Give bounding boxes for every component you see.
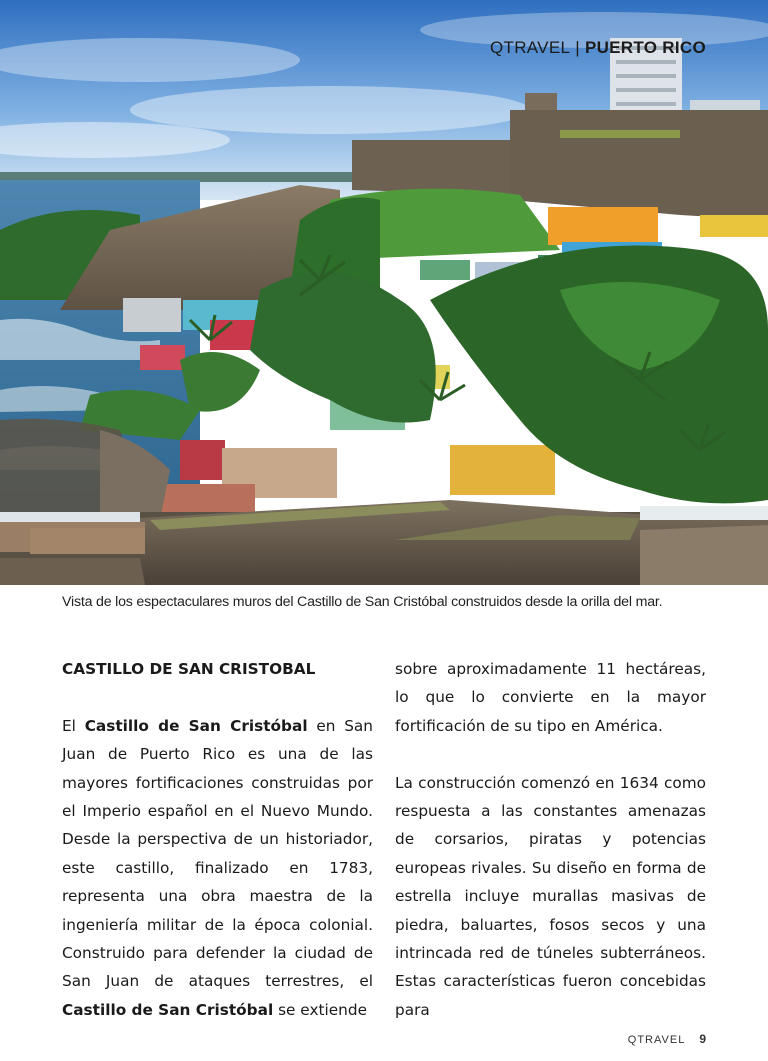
photo-caption: Vista de los espectaculares muros del Castillo de San Cristóbal construidos desde la orilla del mar. [62,594,663,610]
text-run: El [62,716,85,735]
article-column-left [62,655,373,1024]
brand-name: QTRAVEL [490,38,571,57]
article-paragraph-2: La construcción comenzó en 1634 como respuesta a las constantes amenazas de corsarios, piratas y potencias europeas rivales. Su diseño en forma de estrella incluye murallas masivas de piedra, baluartes, fosos secos y una intrincada red de túneles subterráneos. Estas características fueron concebidas para [395,773,706,1019]
footer-publication: QTRAVEL [627,1034,686,1046]
brand-location: PUERTO RICO [584,38,706,57]
article-heading: CASTILLO DE SAN CRISTOBAL [62,660,316,678]
text-run: en San Juan de Puerto Rico es una de las mayores fortificaciones construidas por el Imperio español en el Nuevo Mundo. Desde la perspectiva de un historiador, este castillo, finalizado en 1783, representa una obra maestra de la ingeniería militar de la época colonial. Construido para defender la ciudad de San Juan de ataques terrestres, el [62,716,373,991]
article-paragraph-1-continued: sobre aproximadamente 11 hectáreas, lo que lo convierte en la mayor fortificación de su tipo en América. [395,660,706,735]
article-paragraph-1 [62,712,373,1024]
page-footer [628,1032,706,1046]
emphasis-castle-name: Castillo de San Cristóbal [62,1000,274,1019]
brand-separator: | [575,38,580,57]
brand-header [490,38,706,58]
page-number: 9 [699,1032,706,1046]
text-run: se extiende [273,1000,367,1019]
emphasis-castle-name: Castillo de San Cristóbal [84,716,308,735]
article-column-right [395,655,706,1024]
